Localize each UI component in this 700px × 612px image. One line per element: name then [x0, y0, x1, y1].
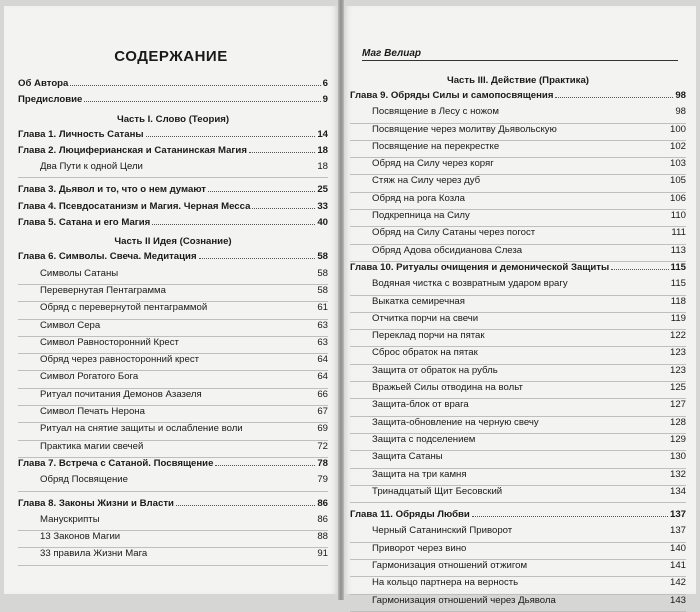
toc-entry-text: 33 правила Жизни Мага: [40, 548, 148, 560]
toc-page-number: 105: [669, 175, 686, 187]
toc-subentry: [18, 441, 328, 458]
toc-subentry: [350, 158, 686, 175]
toc-page-number: 137: [669, 509, 686, 521]
toc-page-number: 91: [317, 548, 328, 560]
toc-subentry: [350, 141, 686, 158]
toc-subentry: [350, 175, 686, 192]
toc-leader-dots: [152, 224, 315, 225]
toc-entry-text: Глава 3. Дьявол и то, что о нем думают: [18, 184, 206, 196]
toc-leader-dots: [208, 191, 315, 192]
toc-entry: [18, 78, 328, 94]
toc-subentry: [18, 337, 328, 354]
toc-leader-dots: [70, 85, 320, 86]
toc-entry-text: Глава 5. Сатана и его Магия: [18, 217, 151, 229]
toc-subentry: [350, 451, 686, 468]
toc-leader-dots: [176, 505, 315, 506]
right-page: [344, 6, 696, 606]
toc-page-number: 98: [675, 106, 686, 118]
toc-page-number: 67: [317, 406, 328, 418]
toc-chapter-entry: [18, 129, 328, 145]
toc-entry-text: Обряд с перевернутой пентаграммой: [40, 302, 208, 314]
toc-leader-dots: [252, 208, 315, 209]
toc-page-number: 134: [669, 485, 686, 497]
toc-entry-text: Сброс обраток на пятак: [372, 347, 478, 359]
toc-page-number: 88: [317, 531, 328, 543]
toc-page-number: 118: [670, 295, 686, 307]
toc-entry-text: Гармонизация отношений отжигом: [372, 560, 528, 572]
toc-subentry: [350, 296, 686, 313]
toc-page-number: 14: [317, 128, 328, 140]
toc-subentry: [18, 474, 328, 491]
toc-page-number: 115: [670, 278, 686, 290]
toc-page-number: 79: [317, 474, 328, 486]
toc-entry-text: На кольцо партнера на верность: [372, 577, 519, 589]
toc-page-number: 106: [669, 192, 686, 204]
toc-leader-dots: [472, 516, 668, 517]
toc-part-heading: Часть III. Действие (Практика): [446, 75, 590, 86]
toc-part-heading: Часть II Идея (Сознание): [114, 236, 232, 248]
toc-page-number: 127: [669, 399, 686, 411]
toc-entry-text: Символ Рогатого Бога: [40, 371, 139, 383]
toc-subentry: [18, 514, 328, 531]
toc-subentry: [350, 434, 686, 451]
toc-page-number: 63: [317, 319, 328, 331]
toc-page-number: 58: [317, 267, 328, 279]
running-head-text: Маг Велиар: [362, 48, 425, 59]
toc-entry-text: Манускрипты: [40, 513, 100, 525]
toc-page-number: 6: [322, 78, 328, 89]
toc-subentry: [350, 525, 686, 542]
toc-entry-text: Обряд на Силу через коряг: [372, 158, 494, 170]
toc-subentry: [350, 560, 686, 577]
toc-entry-text: Глава 9. Обряды Силы и самопосвящения: [350, 90, 554, 101]
toc-page-number: 58: [317, 284, 328, 296]
toc-page-number: 141: [669, 560, 686, 572]
toc-entry-text: Стяж на Силу через дуб: [372, 175, 481, 187]
toc-entry-text: Посвящение через молитву Дьявольскую: [372, 123, 557, 135]
toc-page-number: 58: [317, 251, 328, 263]
toc-page-number: 86: [317, 513, 328, 525]
toc-entry-text: Защита с подселением: [372, 433, 476, 445]
toc-entry-text: Черный Сатанинский Приворот: [372, 525, 513, 537]
toc-leader-dots: [611, 269, 668, 270]
running-head: [362, 48, 678, 61]
toc-entry-text: Об Автора: [18, 78, 69, 89]
toc-entry-text: Глава 10. Ритуалы очищения и демонической Защиты: [350, 261, 610, 273]
toc-leader-dots: [215, 465, 315, 466]
toc-chapter-entry: [18, 458, 328, 474]
toc-subentry: [350, 486, 686, 503]
toc-chapter-entry: [350, 509, 686, 525]
toc-page-number: 63: [317, 336, 328, 348]
toc-subentry: [350, 469, 686, 486]
toc-subentry: [350, 399, 686, 416]
toc-entry-text: Выкатка семиречная: [372, 295, 465, 307]
toc-page-number: 100: [669, 123, 686, 135]
toc-entry-text: Гармонизация отношений через Дьявола: [372, 594, 556, 606]
toc-entry-text: Посвящение в Лесу с ножом: [372, 106, 499, 118]
toc-entry-text: Защита Сатаны: [372, 451, 443, 463]
toc-subentry: [18, 548, 328, 565]
toc-entry-text: Посвящение на перекрестке: [372, 140, 500, 152]
toc-entry-text: Практика магии свечей: [40, 440, 144, 452]
toc-subentry: [350, 210, 686, 227]
toc-list-left: [18, 78, 328, 566]
toc-entry-text: 13 Законов Магии: [40, 531, 121, 543]
toc-page-number: 78: [317, 457, 328, 469]
toc-entry-text: Защита на три камня: [372, 468, 467, 480]
toc-subentry: [18, 371, 328, 388]
toc-page-number: 143: [669, 594, 686, 606]
toc-subentry: [350, 330, 686, 347]
toc-chapter-entry: [18, 184, 328, 200]
toc-list-right: [350, 72, 686, 612]
left-page: [4, 6, 338, 594]
toc-entry-text: Водяная чистка с возвратным ударом врагу: [372, 278, 568, 290]
toc-page-number: 18: [317, 161, 328, 173]
toc-entry-text: Подкрепница на Силу: [372, 210, 470, 222]
toc-page-number: 66: [317, 388, 328, 400]
toc-subentry: [18, 320, 328, 337]
toc-subentry: [350, 193, 686, 210]
toc-entry-text: Символ Печать Нерона: [40, 406, 145, 418]
toc-page-number: 115: [670, 261, 686, 273]
toc-subentry: [18, 161, 328, 178]
toc-entry-text: Переклад порчи на пятак: [372, 330, 485, 342]
toc-entry-text: Глава 6. Символы. Свеча. Медитация: [18, 251, 197, 263]
toc-chapter-entry: [350, 90, 686, 106]
toc-chapter-entry: [18, 498, 328, 514]
toc-entry-text: Защита от обраток на рубль: [372, 364, 498, 376]
toc-page-number: 125: [669, 382, 686, 394]
toc-chapter-entry: [18, 201, 328, 217]
toc-entry-text: Глава 7. Встреча с Сатаной. Посвящение: [18, 457, 214, 469]
toc-entry-text: Глава 4. Псевдосатанизм и Магия. Черная Месса: [18, 200, 251, 212]
toc-part-heading: Часть I. Слово (Теория): [116, 113, 230, 125]
toc-entry-text: Защита-блок от врага: [372, 399, 469, 411]
toc-page-number: 123: [669, 364, 686, 376]
toc-page-number: 137: [669, 525, 686, 537]
toc-page-number: 64: [317, 354, 328, 366]
toc-subentry: [18, 531, 328, 548]
toc-entry-text: Отчитка порчи на свечи: [372, 312, 479, 324]
toc-page-number: 122: [669, 330, 686, 342]
toc-page-number: 25: [317, 184, 328, 196]
toc-subentry: [350, 245, 686, 262]
toc-subentry: [18, 285, 328, 302]
toc-leader-dots: [249, 152, 315, 153]
toc-entry-text: Глава 11. Обряды Любви: [350, 509, 470, 521]
toc-page-number: 18: [317, 144, 328, 156]
toc-leader-dots: [84, 101, 320, 102]
toc-subentry: [350, 227, 686, 244]
toc-subentry: [350, 595, 686, 612]
toc-page-number: 86: [317, 497, 328, 509]
toc-page-number: 119: [670, 312, 686, 324]
toc-page-number: 9: [322, 94, 328, 106]
toc-page-number: 102: [669, 140, 686, 152]
toc-subentry: [350, 382, 686, 399]
toc-page-number: 132: [669, 468, 686, 480]
toc-page-number: 113: [670, 244, 686, 256]
toc-leader-dots: [199, 258, 316, 259]
toc-entry-text: Символ Равносторонний Крест: [40, 336, 179, 348]
toc-entry-text: Два Пути к одной Цели: [40, 161, 143, 173]
toc-page-number: 123: [669, 347, 686, 359]
toc-entry-text: Обряд Адова обсидианова Слеза: [372, 244, 523, 256]
toc-subentry: [350, 543, 686, 560]
toc-entry-text: Символы Сатаны: [40, 267, 119, 279]
toc-entry-text: Защита-обновление на черную свечу: [372, 416, 539, 428]
toc-page-number: 72: [317, 440, 328, 452]
toc-entry-text: Приворот через вино: [372, 542, 467, 554]
toc-subentry: [350, 278, 686, 295]
toc-page-number: 110: [670, 210, 686, 222]
toc-chapter-entry: [18, 145, 328, 161]
toc-entry-text: Обряд на рога Козла: [372, 192, 465, 204]
toc-subentry: [18, 423, 328, 440]
toc-subentry: [18, 302, 328, 319]
toc-page-number: 33: [317, 200, 328, 212]
toc-chapter-entry: [18, 217, 328, 233]
toc-entry-text: Символ Сера: [40, 319, 101, 331]
toc-entry-text: Глава 8. Законы Жизни и Власти: [18, 497, 174, 509]
toc-entry-text: Обряд через равносторонний крест: [40, 354, 200, 366]
toc-subentry: [350, 417, 686, 434]
toc-title: СОДЕРЖАНИЕ: [114, 48, 228, 65]
toc-subentry: [350, 347, 686, 364]
toc-chapter-entry: [18, 251, 328, 267]
toc-entry-text: Обряд Посвящение: [40, 474, 128, 486]
toc-entry-text: Вражьей Силы отводина на вольт: [372, 382, 523, 394]
toc-page-number: 142: [669, 577, 686, 589]
toc-page-number: 140: [669, 542, 686, 554]
toc-leader-dots: [146, 136, 316, 137]
toc-page-number: 130: [669, 451, 686, 463]
toc-subentry: [18, 268, 328, 285]
toc-page-number: 61: [317, 302, 328, 314]
toc-page-number: 128: [669, 416, 686, 428]
toc-subentry: [350, 106, 686, 123]
toc-subentry: [18, 354, 328, 371]
toc-entry-text: Глава 1. Личность Сатаны: [18, 128, 144, 140]
toc-entry-text: Тринадцатый Щит Бесовский: [372, 485, 503, 497]
toc-subentry: [350, 365, 686, 382]
toc-chapter-entry: [350, 262, 686, 278]
toc-page-number: 111: [671, 227, 686, 239]
toc-subentry: [350, 577, 686, 594]
toc-page-number: 64: [317, 371, 328, 383]
toc-leader-dots: [555, 97, 673, 98]
toc-page-number: 103: [669, 158, 686, 170]
toc-entry-text: Обряд на Силу Сатаны через погост: [372, 227, 536, 239]
toc-entry: [18, 94, 328, 110]
toc-page-number: 129: [669, 433, 686, 445]
toc-entry-text: Предисловие: [18, 94, 83, 106]
toc-page-number: 40: [317, 217, 328, 229]
toc-page-number: 69: [317, 423, 328, 435]
toc-page-number: 98: [675, 90, 686, 101]
toc-subentry: [350, 313, 686, 330]
toc-entry-text: Ритуал на снятие защиты и ослабление воли: [40, 423, 243, 435]
toc-subentry: [18, 406, 328, 423]
toc-entry-text: Глава 2. Люциферианская и Сатанинская Магия: [18, 144, 247, 156]
toc-entry-text: Ритуал почитания Демонов Азазеля: [40, 388, 202, 400]
toc-entry-text: Перевернутая Пентаграмма: [40, 284, 166, 296]
toc-subentry: [18, 389, 328, 406]
toc-subentry: [350, 124, 686, 141]
